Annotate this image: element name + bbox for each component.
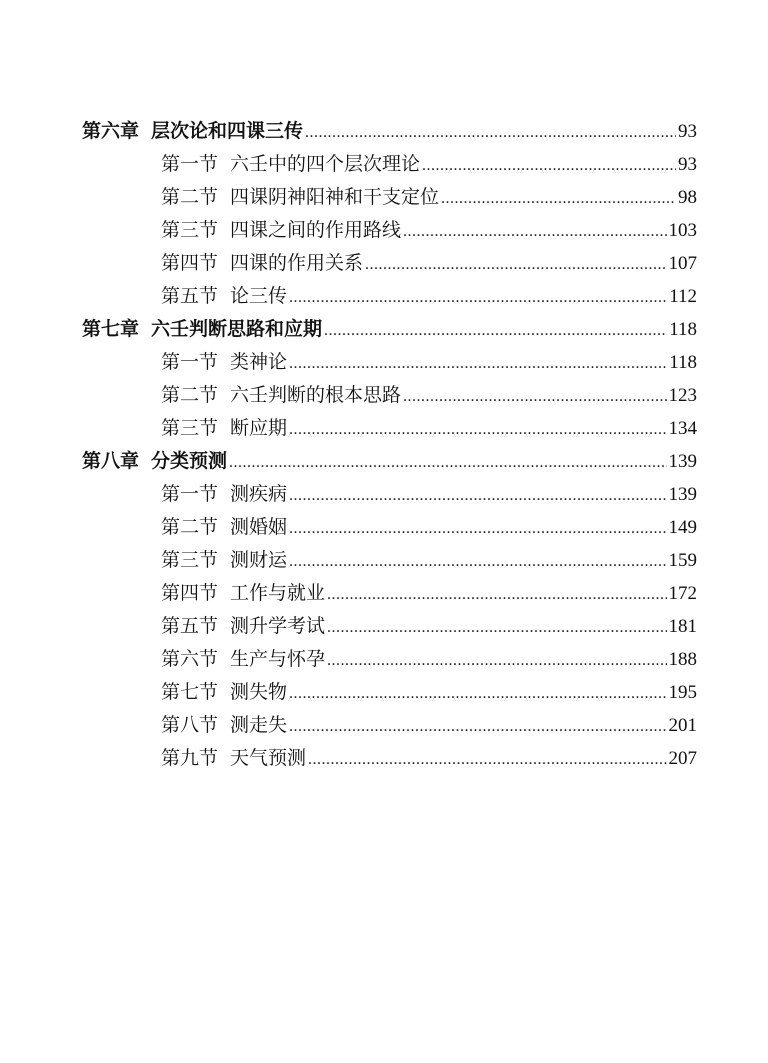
toc-section-row[interactable] (82, 280, 697, 313)
section-title: 类神论 (230, 351, 288, 373)
section-number: 第六节 (161, 648, 219, 670)
section-title: 测走失 (230, 714, 288, 736)
page-number: 188 (668, 649, 697, 670)
chapter-title: 层次论和四课三传 (151, 120, 304, 142)
section-title: 测疾病 (230, 483, 288, 505)
toc-section-row[interactable] (82, 610, 697, 643)
section-number: 第一节 (161, 153, 219, 175)
section-title: 工作与就业 (230, 582, 326, 604)
page-number: 139 (668, 451, 697, 472)
section-number: 第二节 (161, 186, 219, 208)
section-number: 第二节 (161, 516, 219, 538)
dot-leader (324, 314, 667, 346)
chapter-title: 分类预测 (151, 450, 228, 472)
chapter-number: 第七章 (82, 318, 140, 340)
section-number: 第四节 (161, 252, 219, 274)
page-number: 93 (678, 154, 697, 175)
section-title: 测婚姻 (230, 516, 288, 538)
section-title: 生产与怀孕 (230, 648, 326, 670)
toc-chapter-row[interactable] (82, 445, 697, 478)
section-number: 第九节 (161, 747, 219, 769)
section-title: 六壬判断的根本思路 (230, 384, 402, 406)
toc-section-row[interactable] (82, 214, 697, 247)
dot-leader (289, 677, 666, 709)
toc-section-row[interactable] (82, 643, 697, 676)
page-number: 118 (669, 319, 697, 340)
section-number: 第四节 (161, 582, 219, 604)
toc-section-row[interactable] (82, 412, 697, 445)
dot-leader (289, 512, 666, 544)
page-number: 207 (668, 748, 697, 769)
section-title: 六壬中的四个层次理论 (230, 153, 421, 175)
section-number: 第一节 (161, 483, 219, 505)
toc-section-row[interactable] (82, 709, 697, 742)
section-title: 测失物 (230, 681, 288, 703)
section-number: 第五节 (161, 285, 219, 307)
section-title: 四课阴神阳神和干支定位 (230, 186, 440, 208)
dot-leader (403, 215, 666, 247)
dot-leader (327, 644, 666, 676)
section-number: 第八节 (161, 714, 219, 736)
dot-leader (289, 347, 667, 379)
toc-chapter-row[interactable] (82, 115, 697, 148)
section-number: 第二节 (161, 384, 219, 406)
section-title: 四课的作用关系 (230, 252, 364, 274)
page-number: 172 (668, 583, 697, 604)
table-of-contents (82, 115, 697, 775)
dot-leader (289, 479, 666, 511)
page-number: 123 (668, 385, 697, 406)
toc-section-row[interactable] (82, 742, 697, 775)
dot-leader (308, 743, 666, 775)
page-number: 103 (668, 220, 697, 241)
toc-section-row[interactable] (82, 247, 697, 280)
page-number: 112 (669, 286, 697, 307)
toc-section-row[interactable] (82, 148, 697, 181)
dot-leader (289, 281, 667, 313)
page-number: 118 (669, 352, 697, 373)
section-title: 论三传 (230, 285, 288, 307)
toc-section-row[interactable] (82, 346, 697, 379)
dot-leader (422, 149, 676, 181)
dot-leader (365, 248, 666, 280)
toc-section-row[interactable] (82, 544, 697, 577)
toc-section-row[interactable] (82, 379, 697, 412)
section-title: 测升学考试 (230, 615, 326, 637)
chapter-title: 六壬判断思路和应期 (151, 318, 323, 340)
chapter-number: 第六章 (82, 120, 140, 142)
dot-leader (289, 545, 666, 577)
section-number: 第七节 (161, 681, 219, 703)
toc-section-row[interactable] (82, 676, 697, 709)
page-number: 107 (668, 253, 697, 274)
section-number: 第三节 (161, 549, 219, 571)
dot-leader (289, 413, 666, 445)
section-title: 天气预测 (230, 747, 307, 769)
toc-chapter-row[interactable] (82, 313, 697, 346)
dot-leader (403, 380, 666, 412)
section-number: 第三节 (161, 219, 219, 241)
page-number: 134 (668, 418, 697, 439)
page-number: 195 (668, 682, 697, 703)
dot-leader (327, 611, 666, 643)
page-number: 181 (668, 616, 697, 637)
page-number: 139 (668, 484, 697, 505)
section-number: 第一节 (161, 351, 219, 373)
dot-leader (289, 710, 666, 742)
section-title: 四课之间的作用路线 (230, 219, 402, 241)
page-number: 149 (668, 517, 697, 538)
toc-section-row[interactable] (82, 181, 697, 214)
page-number: 98 (678, 187, 697, 208)
toc-section-row[interactable] (82, 478, 697, 511)
toc-section-row[interactable] (82, 511, 697, 544)
section-title: 测财运 (230, 549, 288, 571)
section-number: 第五节 (161, 615, 219, 637)
section-number: 第三节 (161, 417, 219, 439)
dot-leader (305, 116, 676, 148)
page-number: 159 (668, 550, 697, 571)
dot-leader (441, 182, 676, 214)
chapter-number: 第八章 (82, 450, 140, 472)
section-title: 断应期 (230, 417, 288, 439)
dot-leader (327, 578, 666, 610)
page-number: 93 (678, 121, 697, 142)
toc-section-row[interactable] (82, 577, 697, 610)
page-number: 201 (668, 715, 697, 736)
dot-leader (229, 446, 666, 478)
